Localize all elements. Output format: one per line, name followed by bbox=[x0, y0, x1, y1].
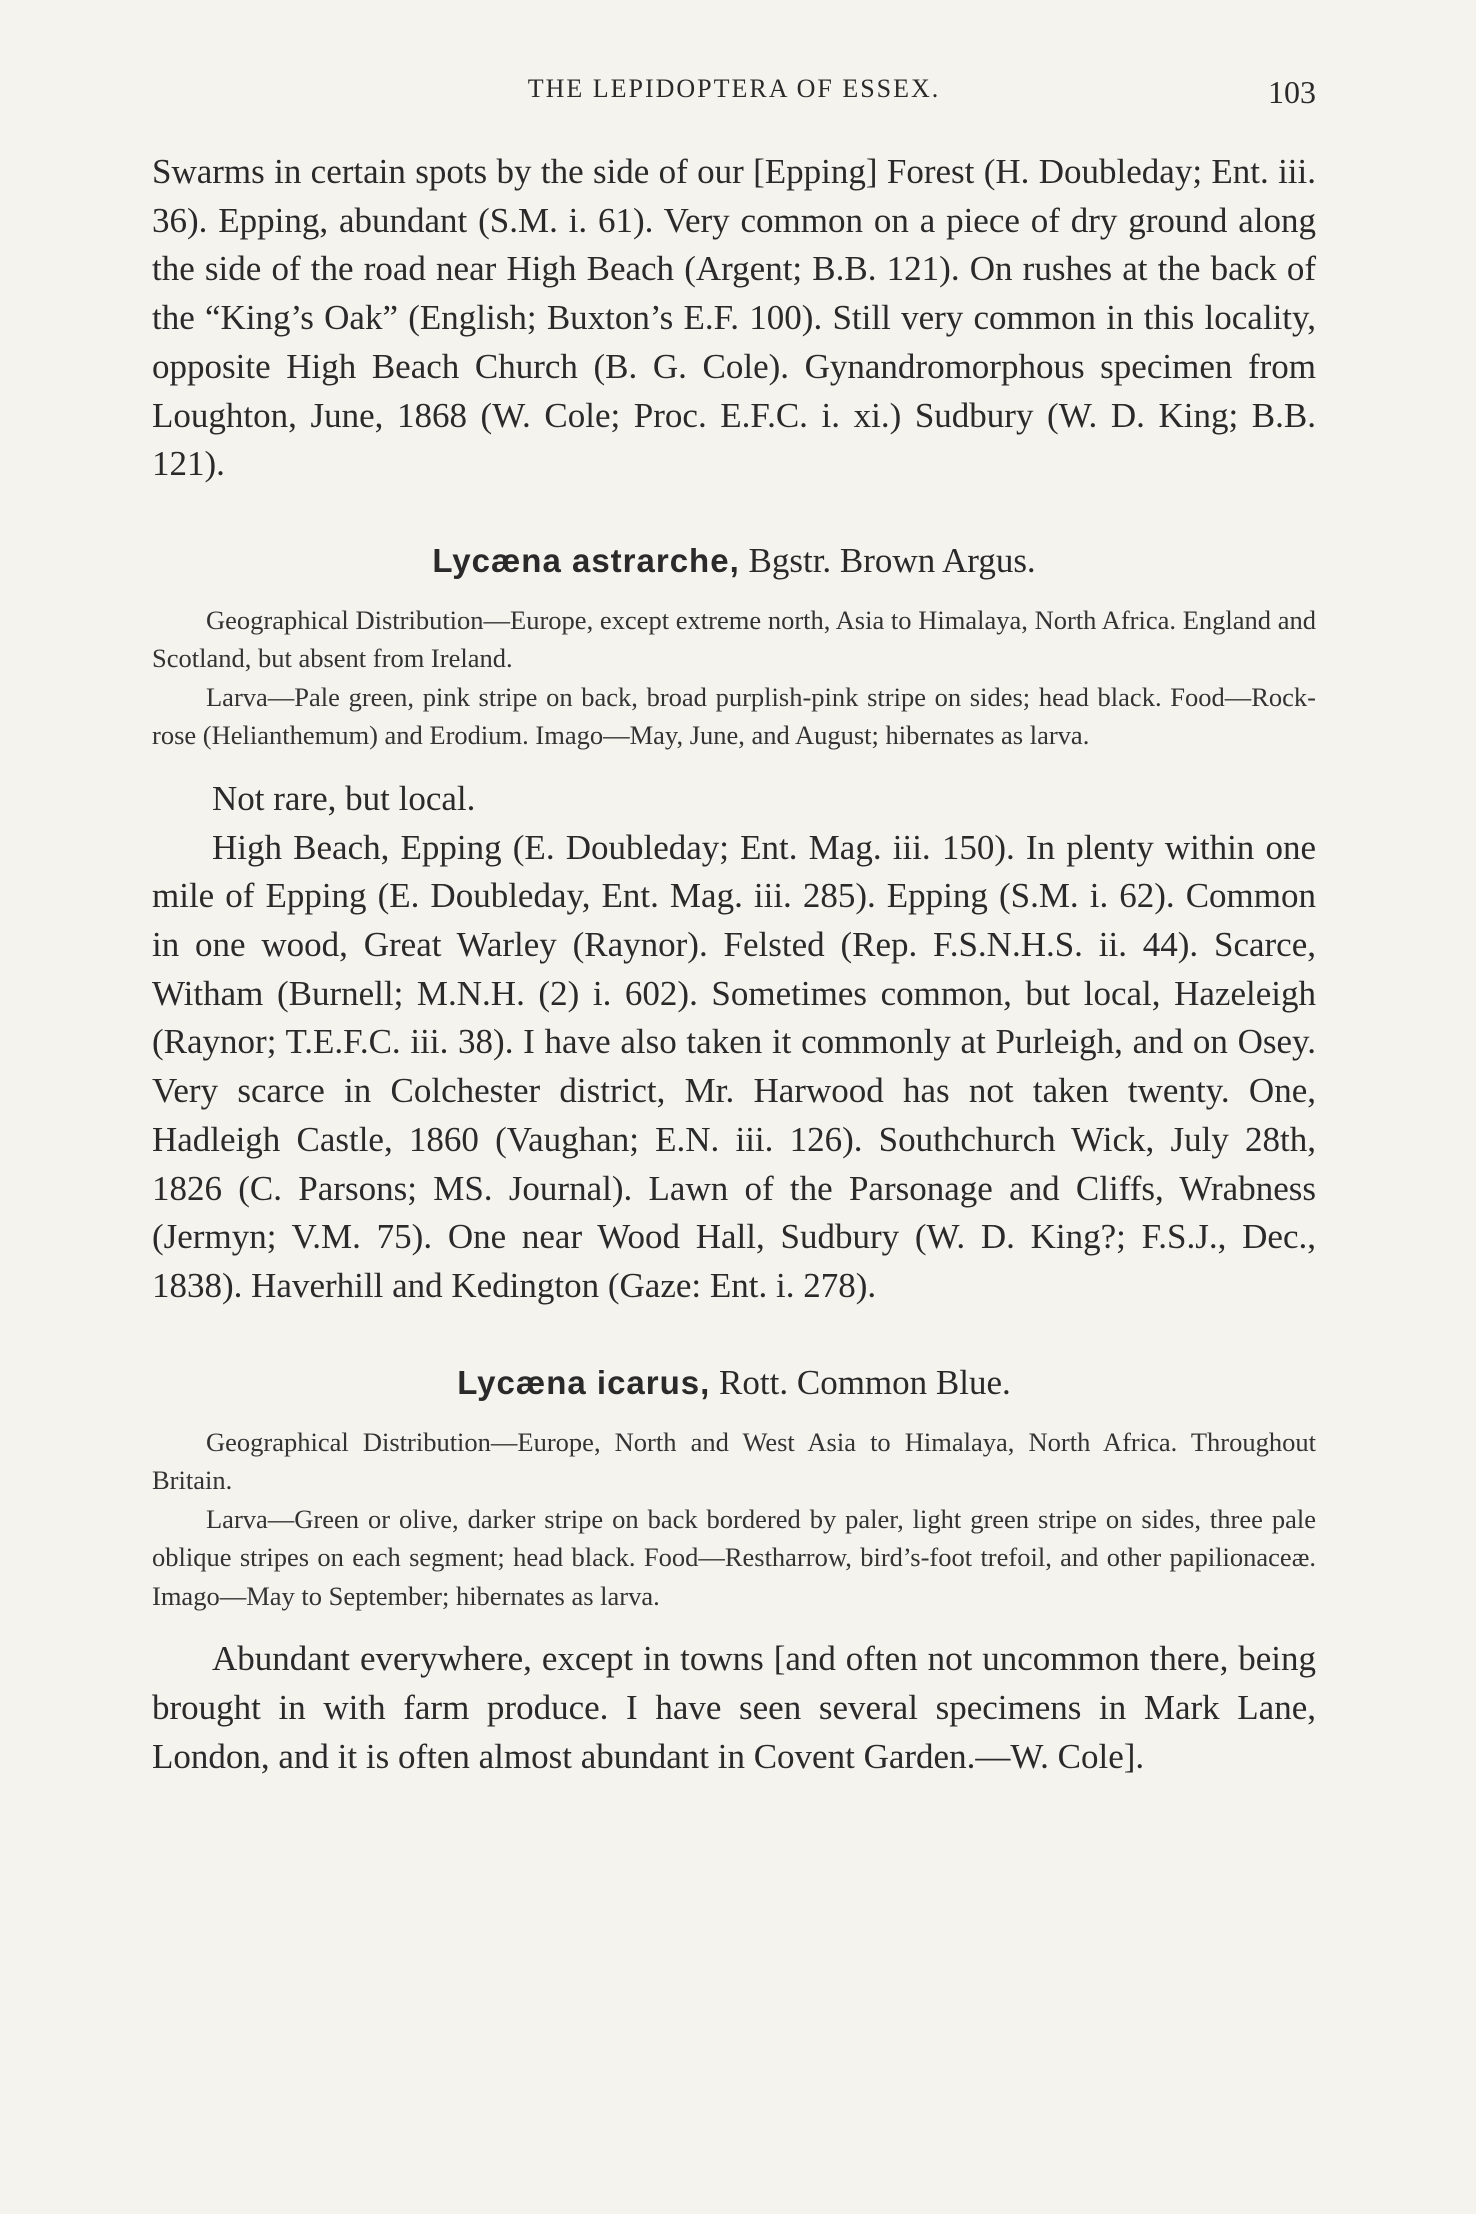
species-name: Lycæna icarus, bbox=[457, 1363, 711, 1401]
page-number: 103 bbox=[1268, 74, 1316, 110]
species-author: Bgstr. bbox=[739, 540, 832, 580]
species-paragraph: Abundant everywhere, except in towns [and often not uncommon there, being brought in with farm produce. I have seen several specimens in Mark Lane, London, and it is often almost abundant in Covent Garden.—W. Cole]. bbox=[152, 1639, 1316, 1776]
distribution-note: Geographical Distribution—Europe, North and West Asia to Himalaya, North Africa. Throughout Britain. bbox=[152, 1426, 1316, 1496]
species-heading bbox=[152, 541, 1316, 581]
species-paragraph: High Beach, Epping (E. Doubleday; Ent. Mag. iii. 150). In plenty within one mile of Epping (E. Doubleday, Ent. Mag. iii. 285). Epping (S.M. i. 62). Common in one wood, Great Warley (Raynor). Felsted (Rep. F.S.N.H.S. ii. 44). Scarce, Witham (Burnell; M.N.H. (2) i. 602). Sometimes common, but local, Hazeleigh (Raynor; T.E.F.C. iii. 38). I have also taken it commonly at Purleigh, and on Osey. Very scarce in Colchester district, Mr. Harwood has not taken twenty. One, Hadleigh Castle, 1860 (Vaughan; E.N. iii. 126). Southchurch Wick, July 28th, 1826 (C. Parsons; MS. Journal). Lawn of the Parsonage and Cliffs, Wrabness (Jermyn; V.M. 75). One near Wood Hall, Sudbury (W. D. King?; F.S.J., Dec., 1838). Haverhill and Kedington (Gaze: Ent. i. 278). bbox=[152, 827, 1316, 1305]
species-author: Rott. bbox=[710, 1362, 789, 1402]
intro-paragraph: Swarms in certain spots by the side of our [Epping] Forest (H. Doubleday; Ent. iii. 36). Epping, abundant (S.M. i. 61). Very common on a piece of dry ground along the side of the road near High Beach (Argent; B.B. 121). On rushes at the back of the “King’s Oak” (English; Buxton’s E.F. 100). Still very common in this locality, opposite High Beach Church (B. G. Cole). Gynandromorphous specimen from Loughton, June, 1868 (W. Cole; Proc. E.F.C. i. xi.) Sudbury (W. D. King; B.B. 121). bbox=[152, 152, 1316, 484]
species-notes bbox=[152, 1423, 1316, 1616]
species-name: Lycæna astrarche, bbox=[432, 541, 740, 579]
species-notes bbox=[152, 601, 1316, 755]
running-head bbox=[152, 74, 1316, 114]
species-entry-astrarche bbox=[152, 541, 1316, 1311]
species-entry-icarus bbox=[152, 1363, 1316, 1782]
page-content bbox=[152, 148, 1316, 1781]
species-common-name: Brown Argus. bbox=[831, 540, 1036, 580]
species-paragraph: Not rare, but local. bbox=[212, 778, 476, 818]
running-title: THE LEPIDOPTERA OF ESSEX. bbox=[527, 74, 941, 103]
distribution-note: Geographical Distribution—Europe, except extreme north, Asia to Himalaya, North Africa. England and Scotland, but absent from Ireland. bbox=[152, 604, 1316, 674]
species-heading bbox=[152, 1363, 1316, 1403]
larva-note: Larva—Green or olive, darker stripe on back bordered by paler, light green stripe on sides, three pale oblique stripes on each segment; head black. Food—Restharrow, bird’s-foot trefoil, and other papilionaceæ. Imago—May to September; hibernates as larva. bbox=[152, 1503, 1316, 1611]
species-common-name: Common Blue. bbox=[788, 1362, 1011, 1402]
larva-note: Larva—Pale green, pink stripe on back, broad purplish-pink stripe on sides; head black. Food—Rock-rose (Helianthemum) and Erodium. Imago—May, June, and August; hibernates as larva. bbox=[152, 681, 1316, 751]
